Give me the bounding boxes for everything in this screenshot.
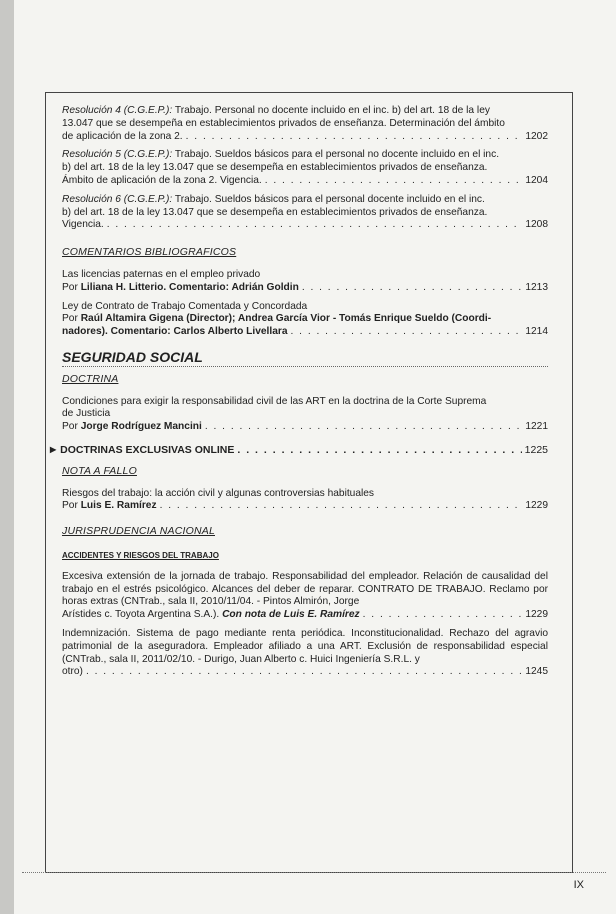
- leader-dots: [291, 326, 523, 339]
- page-ref: 1245: [525, 666, 548, 678]
- footer-rule: [22, 872, 606, 874]
- jurisprudence-entry-1: [62, 571, 548, 622]
- leader-dots: [363, 609, 523, 622]
- page-ref: 1204: [525, 174, 548, 186]
- entry-author: Raúl Altamira Gigena (Director); Andrea García Vior - Tomás Enrique Sueldo (Coordi-: [80, 313, 492, 325]
- entry-title: Ley de Contrato de Trabajo Comentada y Concordada: [62, 300, 308, 312]
- contents-body: [50, 105, 548, 685]
- page-ref: 1213: [525, 281, 548, 293]
- subsection-heading: DOCTRINA: [62, 372, 119, 385]
- entry-text: Arístides c. Toyota Argentina S.A.).: [62, 609, 220, 621]
- entry-note: Con nota de Luis E. Ramírez: [222, 609, 360, 621]
- jurisprudence-entry-2: [62, 628, 548, 679]
- page-ref: 1202: [525, 130, 548, 142]
- by-label: Por: [62, 281, 78, 293]
- entry-author: nadores). Comentario: Carlos Alberto Livellara: [62, 326, 288, 338]
- online-doctrines-entry: [50, 444, 548, 457]
- page-number: IX: [573, 879, 584, 891]
- subsection-heading: JURISPRUDENCIA NACIONAL: [62, 525, 215, 538]
- entry-text: otro): [62, 666, 83, 678]
- entry-lead: Resolución 4 (C.G.E.P.):: [62, 105, 173, 116]
- topic-heading: ACCIDENTES Y RIESGOS DEL TRABAJO: [62, 550, 219, 560]
- entry-text: Trabajo. Sueldos básicos para el personal no docente incluido en el inc.: [174, 149, 500, 161]
- page-ref: 1225: [524, 443, 548, 456]
- entry-text: de aplicación de la zona 2.: [62, 130, 183, 142]
- comentario-entry-1: [62, 269, 548, 295]
- leader-dots: [205, 421, 522, 434]
- entry-text: Vigencia.: [62, 219, 104, 231]
- entry-author: Jorge Rodríguez Mancini: [80, 421, 202, 433]
- entry-author: Luis E. Ramírez: [80, 500, 157, 512]
- book-page: [14, 0, 616, 914]
- entry-title: Condiciones para exigir la responsabilidad civil de las ART en la doctrina de la Corte Suprema: [62, 395, 487, 407]
- resolution-entry-4: [62, 105, 548, 143]
- section-heading: SEGURIDAD SOCIAL: [62, 351, 548, 367]
- by-label: Por: [62, 313, 78, 325]
- resolution-entry-5: [62, 149, 548, 187]
- entry-title: DOCTRINAS EXCLUSIVAS ONLINE: [60, 443, 235, 456]
- entry-title: Riesgos del trabajo: la acción civil y algunas controversias habituales: [62, 487, 375, 499]
- entry-text: b) del art. 18 de la ley 13.047 que se desempeña en establecimientos privados de enseñanza.: [62, 206, 488, 218]
- by-label: Por: [62, 500, 78, 512]
- page-ref: 1229: [525, 609, 548, 621]
- entry-lead: Resolución 5 (C.G.E.P.):: [62, 149, 173, 161]
- leader-dots: [237, 444, 521, 457]
- leader-dots: [86, 666, 522, 679]
- entry-text: b) del art. 18 de la ley 13.047 que se desempeña en establecimientos privados de enseñanza.: [62, 162, 488, 174]
- entry-title: de Justicia: [62, 408, 111, 420]
- triangle-right-icon: ▶: [50, 444, 57, 454]
- subsection-heading: NOTA A FALLO: [62, 464, 137, 477]
- entry-text: Trabajo. Personal no docente incluido en el inc. b) del art. 18 de la ley: [174, 105, 490, 116]
- entry-text: 13.047 que se desempeña en establecimientos privados de enseñanza. Determinación del ámbito: [62, 117, 505, 129]
- page-ref: 1208: [525, 219, 548, 231]
- page-ref: 1214: [525, 326, 548, 338]
- resolution-entry-6: [62, 194, 548, 232]
- entry-text: Ámbito de aplicación de la zona 2. Vigencia.: [62, 174, 262, 186]
- contents-frame: [45, 92, 573, 873]
- nota-entry: [62, 488, 548, 514]
- doctrina-entry: [62, 396, 548, 434]
- by-label: Por: [62, 421, 78, 433]
- entry-author: Liliana H. Litterio. Comentario: Adrián Goldin: [80, 281, 299, 293]
- subsection-heading: COMENTARIOS BIBLIOGRAFICOS: [62, 246, 237, 259]
- leader-dots: [265, 175, 523, 188]
- entry-text: Indemnización. Sistema de pago mediante renta periódica. Inconstitucionalidad. Rechazo del agravio patrimonial de la aseguradora. Empleador afiliado a una ART. Exclusión de responsabilidad especial (CNTrab., sala II, 2011/02/10. - Durigo, Juan Alberto c. Huici Ingeniería S.R.L. y: [62, 627, 548, 665]
- page-ref: 1229: [525, 500, 548, 512]
- entry-lead: Resolución 6 (C.G.E.P.):: [62, 193, 173, 205]
- entry-text: Excesiva extensión de la jornada de trabajo. Responsabilidad del empleador. Relación de causalidad del trabajo en el estrés psicológico. Alcances del deber de reparar. CONTRATO DE TRABAJO. Reclamo por horas extras (CNTrab., sala II, 2010/11/04. - Pintos Almirón, Jorge: [62, 570, 548, 608]
- leader-dots: [160, 500, 523, 513]
- leader-dots: [107, 219, 523, 232]
- leader-dots: [302, 282, 523, 295]
- entry-text: Trabajo. Sueldos básicos para el personal docente incluido en el inc.: [174, 193, 485, 205]
- page-ref: 1221: [525, 421, 548, 433]
- comentario-entry-2: [62, 301, 548, 339]
- leader-dots: [186, 131, 523, 144]
- entry-title: Las licencias paternas en el empleo privado: [62, 268, 261, 280]
